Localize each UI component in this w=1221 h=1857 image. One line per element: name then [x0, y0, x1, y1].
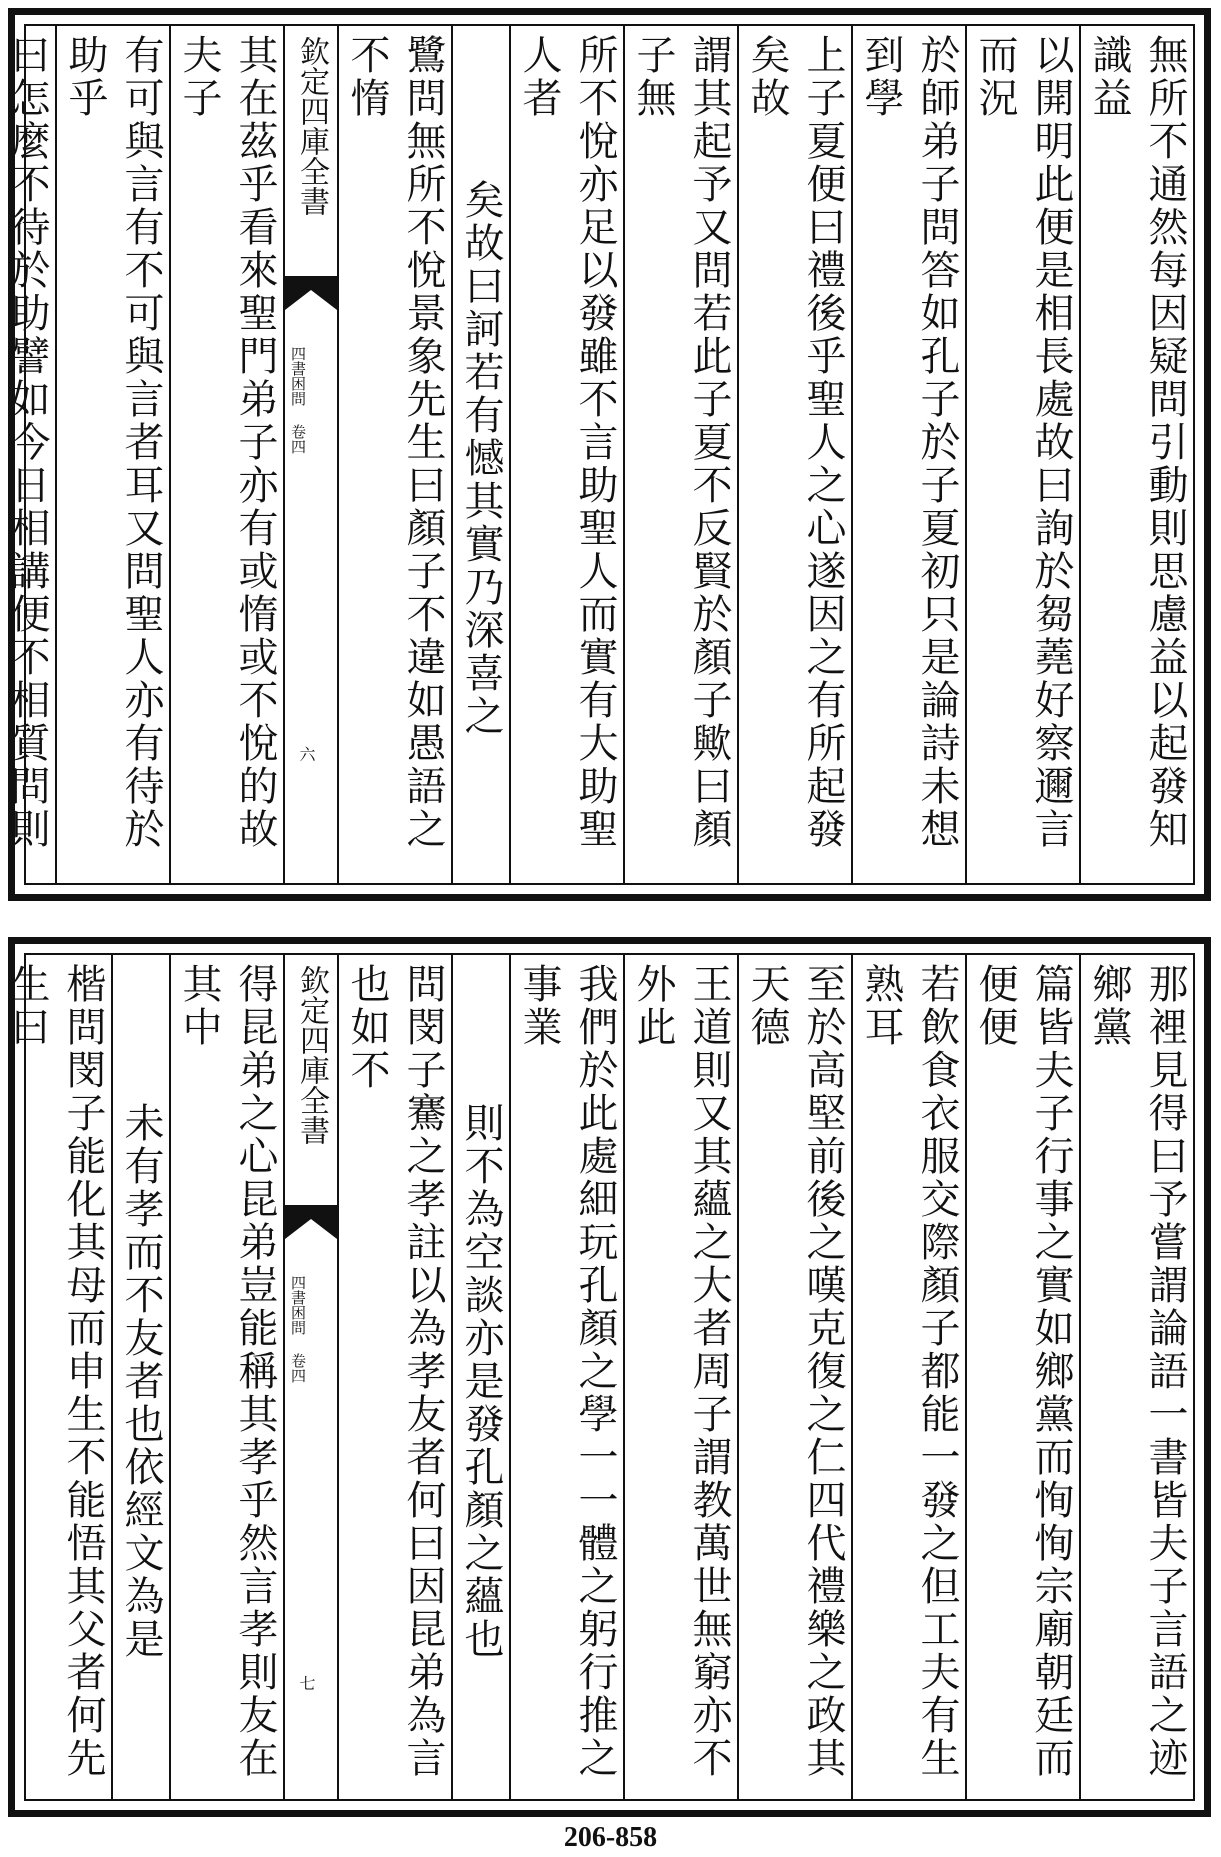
centre-fold [285, 26, 339, 883]
text-column: 其在茲乎看來聖門弟子亦有或惰或不悅的故夫子 [171, 26, 285, 883]
fish-tail-mark-icon [285, 1205, 337, 1239]
text-column: 有可與言有不可與言者耳又問聖人亦有待於助乎 [57, 26, 171, 883]
centre-fold [285, 955, 339, 1799]
text-column: 則不為空談亦是發孔顏之蘊也 [453, 955, 511, 1799]
text-column: 問閔子騫之孝註以為孝友者何曰因昆弟為言也如不 [339, 955, 453, 1799]
text-column: 至於高堅前後之嘆克復之仁四代禮樂之政其天德 [739, 955, 853, 1799]
book-title-block [289, 346, 307, 454]
top-page-text-frame [4, 24, 1195, 885]
text-column: 無所不通然每因疑問引動則思慮益以起發知識益 [1086, 34, 1188, 851]
book-title-block [289, 1275, 307, 1383]
text-column: 所不悅亦足以發雖不言助聖人而實有大助聖人者 [511, 26, 625, 883]
text-column: 曰怎麼不待於助譬如今日相講便不相質問則 [0, 26, 57, 883]
top-page [4, 8, 1211, 901]
text-column: 篇皆夫子行事之實如鄉黨而恂恂宗廟朝廷而便便 [967, 955, 1081, 1799]
fish-tail-mark-icon [285, 276, 337, 310]
folio-number: 六 [297, 746, 316, 762]
volume-label: 卷四 [289, 1353, 307, 1383]
book-title: 四書困問 [289, 1275, 307, 1335]
text-column: 矣故曰訶若有憾其實乃深喜之 [453, 26, 511, 883]
bottom-page [4, 937, 1211, 1817]
text-column: 上子夏便曰禮後乎聖人之心遂因之有所起發矣故 [739, 26, 853, 883]
text-column: 那裡見得曰予嘗謂論語一書皆夫子言語之迹鄉黨 [1086, 963, 1188, 1780]
text-column: 謂其起予又問若此子夏不反賢於顏子歟曰顏子無 [625, 26, 739, 883]
book-title: 四書困問 [289, 346, 307, 406]
library-title: 欽定四庫全書 [294, 36, 329, 216]
folio-number: 七 [297, 1675, 316, 1691]
text-column: 未有孝而不友者也依經文為是 [113, 955, 171, 1799]
text-column: 於師弟子問答如孔子於子夏初只是論詩未想到學 [853, 26, 967, 883]
text-column: 我們於此處細玩孔顏之學一一體之躬行推之事業 [511, 955, 625, 1799]
text-column: 鷺問無所不悅景象先生曰顏子不違如愚語之不惰 [339, 26, 453, 883]
text-column: 以開明此便是相長處故曰詢於芻蕘好察邇言而況 [967, 26, 1081, 883]
page-number: 206-858 [563, 1822, 658, 1853]
volume-label: 卷四 [289, 424, 307, 454]
text-column: 得昆弟之心昆弟豈能稱其孝乎然言孝則友在其中 [171, 955, 285, 1799]
bottom-page-text-frame [4, 953, 1195, 1801]
text-column: 若飲食衣服交際顏子都能一發之但工夫有生熟耳 [853, 955, 967, 1799]
library-title: 欽定四庫全書 [294, 965, 329, 1145]
text-column: 王道則又其蘊之大者周子謂教萬世無窮亦不外此 [625, 955, 739, 1799]
text-column: 楷問閔子能化其母而申生不能悟其父者何先生曰 [0, 955, 113, 1799]
